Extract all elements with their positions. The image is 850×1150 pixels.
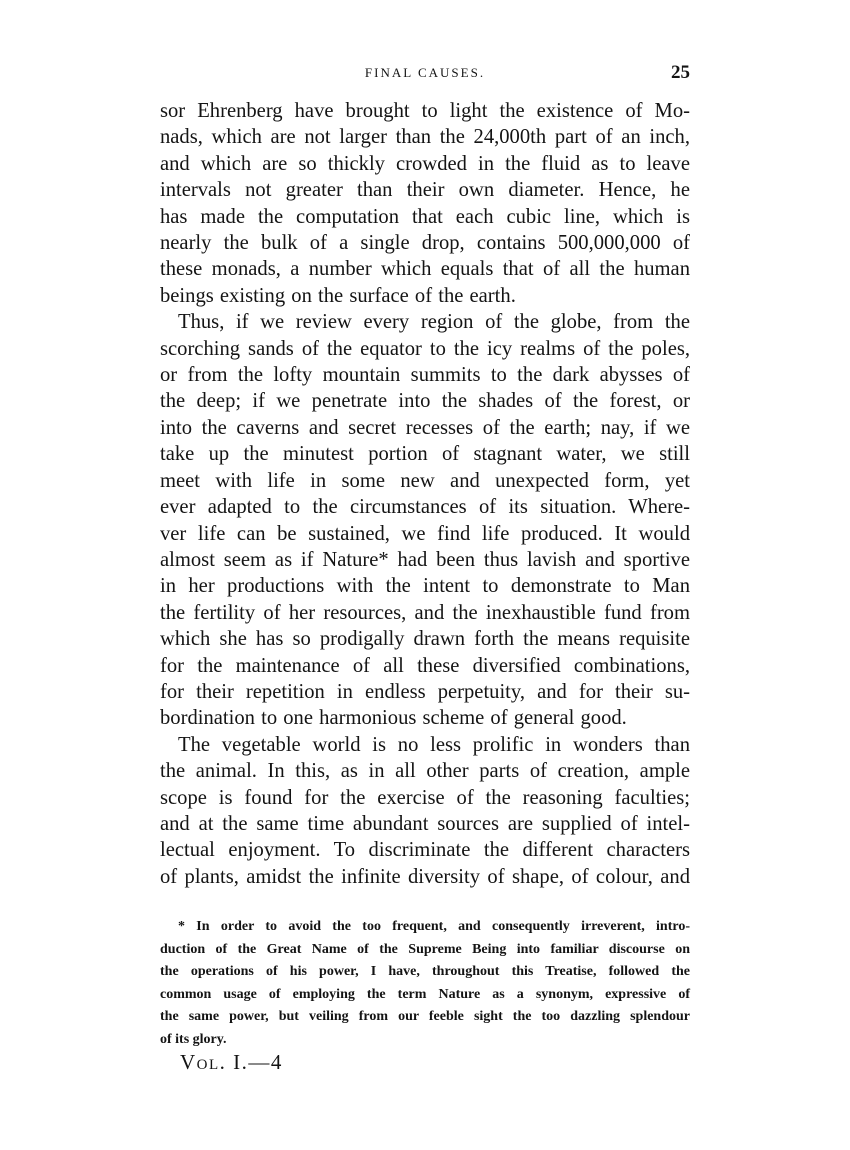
paragraph-2 xyxy=(160,309,690,732)
footnote-line: of its glory. xyxy=(160,1031,227,1047)
text-line: scope is found for the exercise of the reasoning faculties; xyxy=(160,786,690,809)
footnote-line: duction of the Great Name of the Supreme Being into familiar discourse on xyxy=(160,941,690,957)
text-line: or from the lofty mountain summits to the dark abysses of xyxy=(160,364,690,387)
text-line: the fertility of her resources, and the inexhaustible fund from xyxy=(160,601,690,624)
text-line: nearly the bulk of a single drop, contains 500,000,000 of xyxy=(160,232,690,255)
paragraph-1 xyxy=(160,98,690,309)
footnote-line: common usage of employing the term Nature as a synonym, expressive of xyxy=(160,986,690,1002)
text-line: the deep; if we penetrate into the shades of the forest, or xyxy=(160,390,690,413)
text-line: and which are so thickly crowded in the fluid as to leave xyxy=(160,152,690,175)
footnote-line: the same power, but veiling from our feeble sight the too dazzling splendour xyxy=(160,1009,690,1024)
text-line: for the maintenance of all these diversified combinations, xyxy=(160,654,690,677)
text-line: ver life can be sustained, we find life produced. It would xyxy=(160,522,690,545)
text-line: nads, which are not larger than the 24,000th part of an inch, xyxy=(160,126,690,149)
text-line: sor Ehrenberg have brought to light the existence of Mo- xyxy=(160,100,690,122)
text-line: for their repetition in endless perpetuity, and for their su- xyxy=(160,680,690,703)
text-line: intervals not greater than their own diameter. Hence, he xyxy=(160,179,690,202)
text-line: almost seem as if Nature* had been thus lavish and sportive xyxy=(160,548,690,571)
footnote xyxy=(160,916,690,1051)
text-line: the animal. In this, as in all other parts of creation, ample xyxy=(160,760,690,783)
text-line: take up the minutest portion of stagnant water, we still xyxy=(160,443,690,466)
page-header xyxy=(160,62,690,84)
text-line: meet with life in some new and unexpected form, yet xyxy=(160,469,690,492)
text-line: of plants, amidst the infinite diversity of shape, of colour, and xyxy=(160,865,690,888)
running-title: FINAL CAUSES. xyxy=(364,65,486,80)
text-line: in her productions with the intent to demonstrate to Man xyxy=(160,575,690,598)
body-text xyxy=(160,98,690,890)
text-line: bordination to one harmonious scheme of general good. xyxy=(160,707,627,730)
text-line: which she has so prodigally drawn forth the means requisite xyxy=(160,628,690,651)
page-number: 25 xyxy=(671,62,690,83)
paragraph-3 xyxy=(160,732,690,890)
footnote-line: * In order to avoid the too frequent, and consequently irreverent, intro- xyxy=(178,919,690,934)
text-line: these monads, a number which equals that of all the human xyxy=(160,258,690,281)
text-line: has made the computation that each cubic line, which is xyxy=(160,205,690,228)
footnote-line: the operations of his power, I have, throughout this Treatise, followed the xyxy=(160,964,690,979)
text-line: and at the same time abundant sources are supplied of intel- xyxy=(160,812,690,835)
signature-mark: Vol. I.—4 xyxy=(180,1050,283,1074)
text-line: into the caverns and secret recesses of the earth; nay, if we xyxy=(160,416,690,439)
text-line: scorching sands of the equator to the icy realms of the poles, xyxy=(160,337,690,360)
text-line: ever adapted to the circumstances of its situation. Where- xyxy=(160,496,690,519)
text-line: The vegetable world is no less prolific in wonders than xyxy=(178,733,690,756)
text-line: lectual enjoyment. To discriminate the different characters xyxy=(160,839,690,862)
text-line: Thus, if we review every region of the globe, from the xyxy=(178,311,690,334)
text-line: beings existing on the surface of the earth. xyxy=(160,284,516,307)
